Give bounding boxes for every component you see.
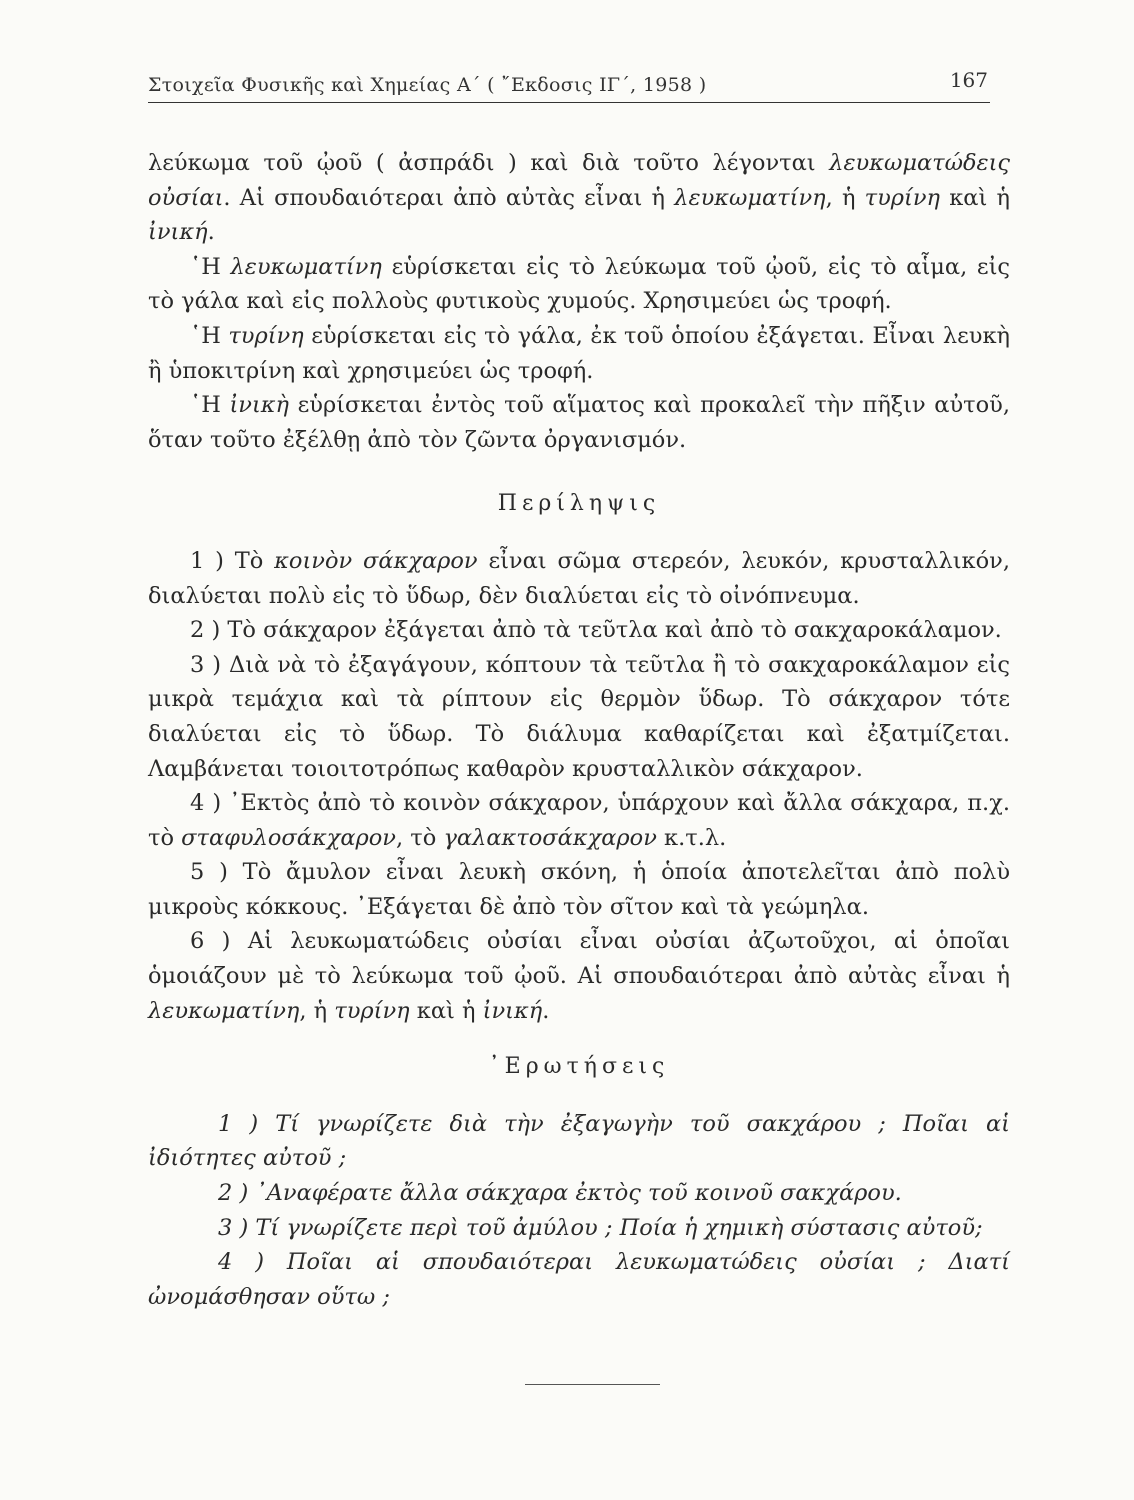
text-run: εἶναι σῶμα στερεόν, λευκόν, κρυσταλλικόν, διαλύεται πολὺ εἰς τὸ ὕδωρ, δὲν διαλύεται εἰς τὸ οἰνόπνευμα. bbox=[148, 547, 1010, 609]
running-title: Στοιχεῖα Φυσικῆς καὶ Χημείας Α΄ ( ῎Εκδοσις ΙΓ΄, 1958 ) bbox=[148, 74, 707, 96]
italic-term: ἰνική bbox=[482, 997, 543, 1024]
text-run: ῾Η bbox=[190, 322, 229, 349]
summary-item: 5 ) Τὸ ἄμυλον εἶναι λευκὴ σκόνη, ἡ ὁποία ἀποτελεῖται ἀπὸ πολὺ μικροὺς κόκκους. ᾿Εξάγεται δὲ ἀπὸ τὸν σῖτον καὶ τὰ γεώμηλα. bbox=[148, 859, 1010, 920]
text-run: εὑρίσκεται εἰς τὸ λεύκωμα τοῦ ᾠοῦ, εἰς τὸ αἷμα, εἰς τὸ γάλα καὶ εἰς πολλοὺς φυτικοὺς χυμούς. Χρησιμεύει ὡς τροφή. bbox=[148, 253, 1010, 315]
text-run: 4 ) ᾿Εκτὸς ἀπὸ τὸ κοινὸν σάκχαρον, ὑπάρχουν καὶ ἄλλα σάκχαρα, π.χ. τὸ bbox=[148, 790, 1010, 851]
questions-heading: ᾿Ερωτήσεις bbox=[488, 1054, 670, 1080]
text-run: , ἡ bbox=[825, 184, 865, 211]
text-run: ῾Η bbox=[190, 253, 231, 280]
italic-term: τυρίνη bbox=[228, 322, 304, 349]
italic-term: τυρίνη bbox=[334, 997, 410, 1024]
italic-term: γαλακτοσάκχαρον bbox=[443, 824, 657, 851]
question-item: 3 ) Τί γνωρίζετε περὶ τοῦ ἀμύλου ; Ποία ἡ χημικὴ σύστασις αὐτοῦ; bbox=[218, 1214, 983, 1241]
summary-heading: Περίληψις bbox=[497, 491, 661, 517]
summary-item: 3 ) Διὰ νὰ τὸ ἐξαγάγουν, κόπτουν τὰ τεῦτλα ἢ τὸ σακχαροκάλαμον εἰς μικρὰ τεμάχια καὶ τὰ ρίπτουν εἰς θερμὸν ὕδωρ. Τὸ σάκχαρον τότε διαλύεται εἰς τὸ ὕδωρ. Τὸ διάλυμα καθαρίζεται καὶ ἐξατμίζεται. Λαμβάνεται τοιοιτοτρόπως καθαρὸν κρυσταλλικὸν σάκχαρον. bbox=[148, 651, 1010, 782]
italic-term: λευκωματίνη bbox=[148, 997, 300, 1024]
paragraph bbox=[148, 250, 1010, 319]
text-run: . Αἱ σπουδαιότεραι ἀπὸ αὐτὰς εἶναι ἡ bbox=[223, 184, 675, 211]
end-rule bbox=[525, 1384, 660, 1385]
page-number: 167 bbox=[949, 68, 988, 92]
italic-term: ἰνική bbox=[148, 219, 208, 246]
text-run: 1 ) Τὸ bbox=[190, 547, 275, 574]
question-item: 2 ) ᾿Αναφέρατε ἄλλα σάκχαρα ἐκτὸς τοῦ κοινοῦ σακχάρου. bbox=[218, 1180, 902, 1207]
summary-item bbox=[148, 924, 1010, 1028]
paragraph bbox=[148, 388, 1010, 457]
italic-term: λευκωματίνη bbox=[674, 184, 826, 211]
paragraph bbox=[148, 319, 1010, 388]
text-run: 6 ) Αἱ λευκωματώδεις οὐσίαι εἶναι οὐσίαι ἀζωτοῦχοι, αἱ ὁποῖαι ὁμοιάζουν μὲ τὸ λεύκωμα τοῦ ᾠοῦ. Αἱ σπουδαιότεραι ἀπὸ αὐτὰς εἶναι ἡ bbox=[148, 928, 1010, 990]
text-run: καὶ ἡ bbox=[409, 997, 483, 1024]
question-item: 4 ) Ποῖαι αἱ σπουδαιότεραι λευκωματώδεις οὐσίαι ; Διατί ὠνομάσθησαν οὕτω ; bbox=[148, 1249, 1010, 1310]
running-header bbox=[148, 68, 990, 103]
text-run: ῾Η bbox=[190, 392, 230, 419]
page-body bbox=[148, 146, 1010, 1314]
italic-term: σταφυλοσάκχαρον bbox=[181, 824, 396, 851]
italic-term: ἰνικὴ bbox=[229, 392, 290, 419]
text-run: κ.τ.λ. bbox=[656, 824, 727, 851]
text-run: λεύκωμα τοῦ ᾠοῦ ( ἀσπράδι ) καὶ διὰ τοῦτο λέγονται bbox=[148, 150, 830, 176]
paragraph bbox=[148, 146, 1010, 250]
summary-item: 2 ) Τὸ σάκχαρον ἐξάγεται ἀπὸ τὰ τεῦτλα καὶ ἀπὸ τὸ σακχαροκάλαμον. bbox=[190, 617, 1002, 644]
italic-term: κοινὸν σάκχαρον bbox=[274, 547, 478, 574]
text-run: εὑρίσκεται ἐντὸς τοῦ αἵματος καὶ προκαλεῖ τὴν πῆξιν αὐτοῦ, ὅταν τοῦτο ἐξέλθῃ ἀπὸ τὸν ζῶντα ὀργανισμόν. bbox=[148, 392, 1010, 453]
text-run: εὑρίσκεται εἰς τὸ γάλα, ἐκ τοῦ ὁποίου ἐξάγεται. Εἶναι λευκὴ ἢ ὑποκιτρίνη καὶ χρησιμεύει ὡς τροφή. bbox=[148, 322, 1010, 384]
summary-item bbox=[148, 786, 1010, 855]
question-item: 1 ) Τί γνωρίζετε διὰ τὴν ἐξαγωγὴν τοῦ σακχάρου ; Ποῖαι αἱ ἰδιότητες αὐτοῦ ; bbox=[148, 1110, 1010, 1172]
italic-term: λευκωματίνη bbox=[230, 253, 382, 280]
text-run: καὶ ἡ bbox=[940, 184, 1010, 211]
text-run: , ἡ bbox=[299, 997, 335, 1024]
summary-item bbox=[148, 544, 1010, 613]
text-run: , τὸ bbox=[395, 824, 444, 851]
italic-term: λευκωματώδεις οὐσίαι bbox=[148, 150, 1010, 211]
text-run: . bbox=[542, 997, 550, 1024]
text-run: . bbox=[207, 219, 215, 246]
italic-term: τυρίνη bbox=[864, 184, 941, 211]
